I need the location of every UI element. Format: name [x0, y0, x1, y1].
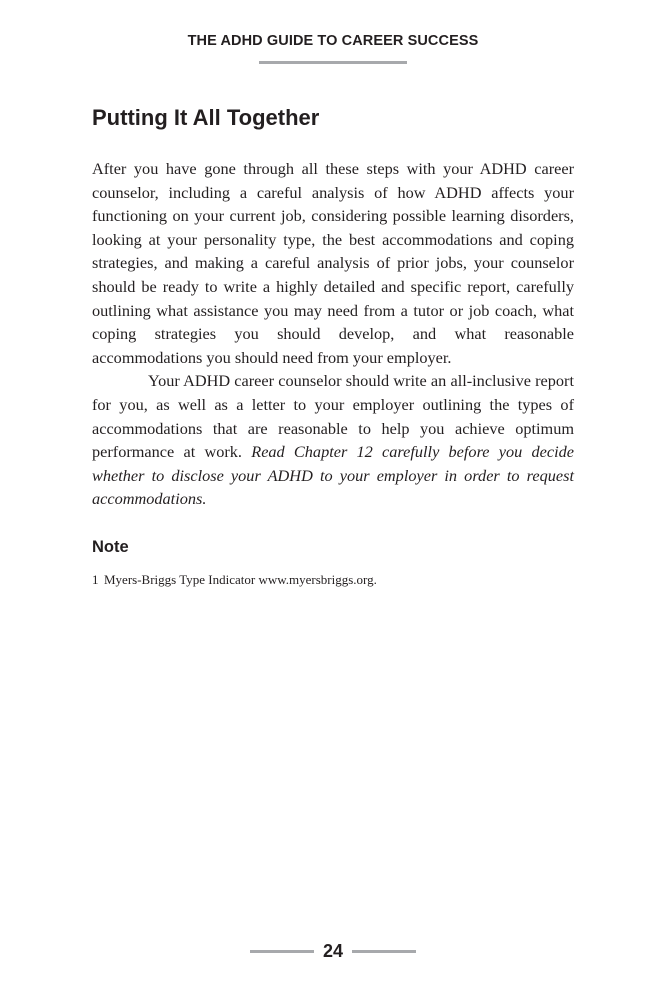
paragraph-2-text: Your ADHD career counselor should write an all-inclusive report for you, as well as a letter to your employer outlining the types of accommodations that are reasonable to help you achieve optimum performance at work. [92, 371, 574, 462]
page-number: 24 [322, 941, 344, 961]
body-text [92, 157, 574, 511]
paragraph-2-italic: Read Chapter 12 carefully before you decide whether to disclose your ADHD to your employer in order to request accommodations. [92, 442, 574, 509]
running-head: THE ADHD GUIDE TO CAREER SUCCESS [187, 33, 479, 49]
footer-rule-right [352, 950, 416, 953]
note-item [92, 572, 377, 588]
notes-heading: Note [92, 538, 129, 556]
section-title: Putting It All Together [92, 105, 320, 130]
page-footer [0, 940, 666, 962]
note-number: 1 [92, 572, 99, 587]
paragraph-2 [92, 369, 574, 511]
note-text: Myers-Briggs Type Indicator www.myersbriggs.org. [104, 572, 377, 587]
header-rule [259, 61, 407, 64]
footer-rule-left [250, 950, 314, 953]
paragraph-1: After you have gone through all these steps with your ADHD career counselor, including a careful analysis of how ADHD affects your functioning on your current job, considering possible learning disorders, looking at your personality type, the best accommodations and coping strategies, and making a careful analysis of prior jobs, your counselor should be ready to write a highly detailed and specific report, carefully outlining what assistance you may need from a tutor or job coach, what coping strategies you should develop, and what reasonable accommodations you should need from your employer. [92, 159, 574, 367]
